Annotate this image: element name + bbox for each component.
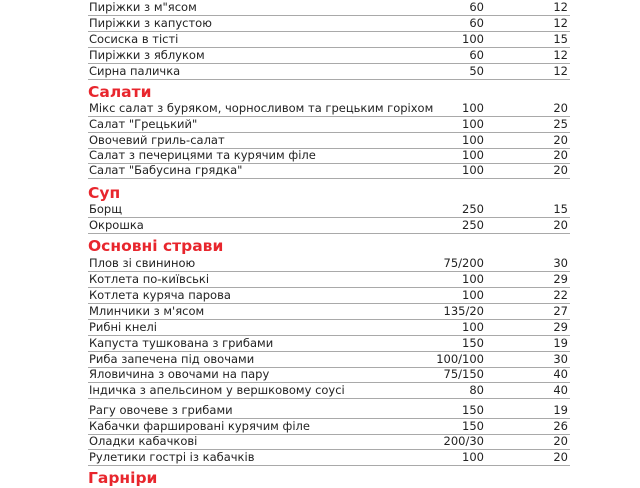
menu-item-name: Сирна паличка — [89, 64, 181, 78]
menu-item-name: Млинчики з м'ясом — [89, 304, 205, 318]
menu-item-weight: 100 — [462, 450, 484, 464]
menu-item-price: 29 — [553, 320, 568, 334]
menu-item-name: Сосиска в тісті — [89, 32, 179, 46]
menu-item-weight: 135/20 — [443, 304, 484, 318]
section-heading-soup: Суп — [88, 184, 121, 202]
menu-item-price: 15 — [553, 32, 568, 46]
menu-item-price: 20 — [553, 148, 568, 162]
menu-item-row — [88, 163, 570, 179]
menu-item-price: 20 — [553, 163, 568, 177]
menu-item-name: Риба запечена під овочами — [89, 352, 255, 366]
menu-item-weight: 60 — [469, 16, 484, 30]
menu-item-weight: 50 — [469, 64, 484, 78]
menu-item-row — [88, 16, 570, 32]
menu-item-weight: 100 — [462, 101, 484, 115]
section-heading-sides: Гарніри — [88, 469, 158, 487]
menu-item-price: 12 — [553, 0, 568, 14]
menu-item-price: 12 — [553, 64, 568, 78]
menu-item-weight: 100 — [462, 133, 484, 147]
menu-item-price: 19 — [553, 403, 568, 417]
menu-item-weight: 100 — [462, 117, 484, 131]
menu-item-name: Капуста тушкована з грибами — [89, 336, 274, 350]
menu-item-name: Окрошка — [89, 218, 144, 232]
menu-item-weight: 75/200 — [443, 256, 484, 270]
menu-item-row — [88, 304, 570, 320]
menu-item-price: 40 — [553, 367, 568, 381]
menu-item-price: 19 — [553, 336, 568, 350]
menu-item-row — [88, 320, 570, 336]
section-heading-salads: Салати — [88, 83, 152, 101]
menu-item-weight: 250 — [462, 218, 484, 232]
menu-item-price: 15 — [553, 202, 568, 216]
menu-item-price: 27 — [553, 304, 568, 318]
menu-item-row — [88, 64, 570, 80]
menu-item-row — [88, 336, 570, 352]
menu-item-row — [88, 352, 570, 368]
menu-item-row — [88, 403, 570, 419]
menu-item-name: Овочевий гриль-салат — [89, 133, 225, 147]
menu-item-row — [88, 117, 570, 133]
menu-item-price: 20 — [553, 434, 568, 448]
menu-item-weight: 80 — [469, 383, 484, 397]
menu-item-name: Котлета куряча парова — [89, 288, 231, 302]
menu-item-price: 30 — [553, 256, 568, 270]
menu-item-row — [88, 450, 570, 466]
menu-item-weight: 100/100 — [436, 352, 484, 366]
menu-item-weight: 200/30 — [443, 434, 484, 448]
menu-item-weight: 60 — [469, 0, 484, 14]
menu-item-name: Пиріжки з м"ясом — [89, 0, 197, 14]
menu-item-weight: 100 — [462, 32, 484, 46]
menu-item-row — [88, 256, 570, 272]
menu-item-row — [88, 383, 570, 399]
menu-item-name: Рагу овочеве з грибами — [89, 403, 233, 417]
menu-item-name: Салат з печерицями та курячим філе — [89, 148, 316, 162]
menu-item-weight: 60 — [469, 48, 484, 62]
menu-item-price: 20 — [553, 133, 568, 147]
menu-item-row — [88, 101, 570, 117]
menu-item-price: 29 — [553, 272, 568, 286]
menu-item-weight: 150 — [462, 403, 484, 417]
menu-item-row — [88, 434, 570, 450]
menu-item-weight: 150 — [462, 419, 484, 433]
menu-item-name: Рулетики гострі із кабачків — [89, 450, 255, 464]
menu-item-name: Пиріжки з яблуком — [89, 48, 205, 62]
menu-item-row — [88, 367, 570, 383]
menu-item-weight: 100 — [462, 272, 484, 286]
menu-item-weight: 100 — [462, 148, 484, 162]
menu-item-name: Оладки кабачкові — [89, 434, 198, 448]
menu-item-row — [88, 202, 570, 218]
menu-item-name: Салат "Бабусина грядка" — [89, 163, 243, 177]
menu-item-name: Борщ — [89, 202, 123, 216]
menu-item-row — [88, 272, 570, 288]
menu-item-price: 22 — [553, 288, 568, 302]
menu-item-row — [88, 133, 570, 149]
menu-item-name: Пиріжки з капустою — [89, 16, 212, 30]
menu-item-price: 20 — [553, 218, 568, 232]
menu-item-name: Кабачки фаршировані курячим філе — [89, 419, 310, 433]
menu-item-row — [88, 218, 570, 234]
menu-item-name: Яловичина з овочами на пару — [89, 367, 270, 381]
menu-item-weight: 75/150 — [443, 367, 484, 381]
menu-item-weight: 100 — [462, 163, 484, 177]
menu-item-name: Котлета по-київські — [89, 272, 210, 286]
menu-item-weight: 250 — [462, 202, 484, 216]
menu-item-price: 12 — [553, 16, 568, 30]
menu-item-price: 12 — [553, 48, 568, 62]
menu-item-price: 26 — [553, 419, 568, 433]
menu-item-price: 40 — [553, 383, 568, 397]
menu-item-row — [88, 419, 570, 435]
menu-item-row — [88, 48, 570, 64]
menu-item-name: Індичка з апельсином у вершковому соусі — [89, 383, 345, 397]
menu-item-price: 25 — [553, 117, 568, 131]
menu-item-weight: 150 — [462, 336, 484, 350]
section-heading-main-dishes: Основні страви — [88, 237, 224, 255]
menu-item-weight: 100 — [462, 320, 484, 334]
menu-item-name: Мікс салат з буряком, чорносливом та грецьким горіхом — [89, 101, 434, 115]
menu-item-name: Рибні кнелі — [89, 320, 157, 334]
menu-item-row — [88, 148, 570, 164]
menu-item-row — [88, 288, 570, 304]
menu-item-price: 20 — [553, 450, 568, 464]
menu-item-price: 20 — [553, 101, 568, 115]
menu-item-name: Плов зі свининою — [89, 256, 196, 270]
menu-item-row — [88, 0, 570, 16]
menu-item-name: Салат "Грецький" — [89, 117, 198, 131]
menu-item-weight: 100 — [462, 288, 484, 302]
menu-item-row — [88, 32, 570, 48]
menu-item-price: 30 — [553, 352, 568, 366]
